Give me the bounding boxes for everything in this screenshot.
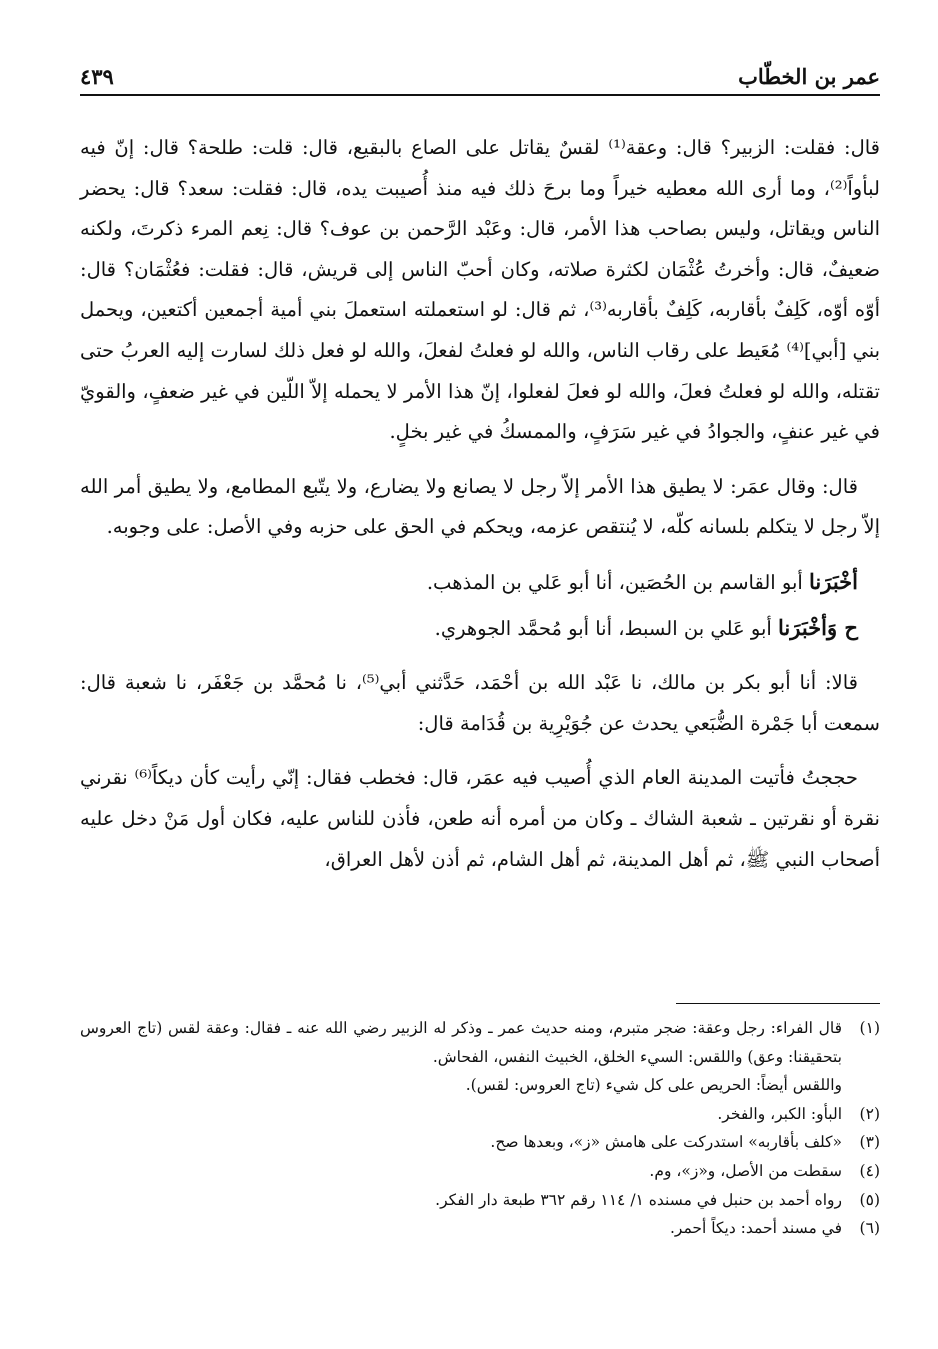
page-number: ٤٣٩ [80, 64, 114, 89]
isnad-text-2: أبو عَلي بن السبط، أنا أبو مُحمَّد الجوهري. [434, 616, 778, 640]
footnote-text: البأو: الكبر، والفخر. [717, 1104, 842, 1123]
footnote [80, 1128, 880, 1157]
footnote [80, 1214, 880, 1243]
page-header [80, 60, 880, 96]
paragraph-1: قال: فقلت: الزبير؟ قال: وعقة⁽¹⁾ لقسٌ يقاتل على الصاع بالبقيع، قال: قلت: طلحة؟ قال: إنّ فيه لبأواً⁽²⁾، وما أرى الله معطيه خيراً وما برحَ ذلك فيه منذ أُصيبت يده، قال: فقلت: سعد؟ قال: يحضر الناس ويقاتل، وليس بصاحب هذا الأمر، قال: وعَبْد الرَّحمن بن عوف؟ قال: نِعم المرء ذكرتَ، ولكنه ضعيفٌ، قال: وأخرتُ عُثْمَان لكثرة صلاته، وكان أحبّ الناس إلى قريش، قال: فقلت: فعُثْمَان؟ قال: أوّه أوّه، كَلِفٌ بأقاربه، كَلِفٌ بأقاربه⁽³⁾، ثم قال: لو استعملته استعملَ بني أمية أجمعين أكتعين، ويحمل بني [أبي]⁽⁴⁾ مُعَيط على رقاب الناس، والله لو فعلتُ لفعلَ، والله لو فعل ذلك لسارت إليه العربُ حتى تقتله، والله لو فعلتُ فعلَ، والله لو فعلَ لفعلوا، إنّ هذا الأمر لا يحمله إلاّ اللّين في غير ضعفٍ، والقويّ في غير عنفٍ، والجوادُ في غير سَرَفٍ، والممسكُ في غير بخلٍ. [80, 136, 881, 444]
footnote-text: قال الفراء: رجل وعقة: ضجر متبرم، ومنه حديث عمر ـ وذكر له الزبير رضي الله عنه ـ فقال: وعقة لقس (تاج العروس بتحقيقنا: وعق) واللقس: السيء الخلق، الخبيث النفس، الفحاش. [80, 1019, 842, 1066]
footnote-text: سقطت من الأصل، و«ز»، وم. [649, 1161, 842, 1180]
footnote-text: في مسند أحمد: ديكاً أحمر. [669, 1219, 842, 1238]
footnote-number: (٢) [859, 1104, 880, 1123]
footnote [80, 1100, 880, 1129]
footnote-separator [676, 1003, 880, 1004]
footnote [80, 1014, 880, 1071]
paragraph-4: حججتُ فأتيت المدينة العام الذي أُصيب فيه عمَر، قال: فخطب فقال: إنّي رأيت كأن ديكاً⁽⁶⁾ نقرني نقرة أو نقرتين ـ شعبة الشاك ـ وكان من أمره أنه طعن، فأذن للناس عليه، فكان أول مَنْ دخل عليه أصحاب النبي ﷺ، ثم أهل المدينة، ثم أهل الشام، ثم أذن لأهل العراق، [80, 766, 880, 871]
footnote-text: «كلف بأقاربه» استدركت على هامش «ز»، وبعدها صح. [490, 1133, 842, 1152]
isnad-keyword-2: ح وَأخْبَرَنا [778, 614, 858, 640]
running-title: عمر بن الخطّاب [738, 64, 880, 89]
isnad-text-1: أبو القاسم بن الحُصَين، أنا أبو عَلي بن المذهب. [426, 570, 810, 594]
paragraph-2: قال: وقال عمَر: لا يطيق هذا الأمر إلاّ رجل لا يصانع ولا يضارع، ولا يتّبع المطامع، ولا يطيق أمر الله إلاّ رجل لا يتكلم بلسانه كلّه، لا يُنتقص عزمه، ويحكم في الحق على حزبه وفي الأصل: على وجوبه. [80, 474, 880, 539]
footnote-number: (٣) [859, 1133, 880, 1152]
footnotes [80, 1014, 880, 1243]
isnad-keyword-1: أخْبَرَنا [809, 568, 858, 594]
footnote-number: (٦) [859, 1219, 880, 1238]
isnad-line-2 [80, 608, 880, 650]
footnote-number: (١) [859, 1019, 880, 1037]
footnote-number [842, 1071, 880, 1100]
footnote-text: واللقس أيضاً: الحريص على كل شيء (تاج العروس: لقس). [465, 1076, 842, 1095]
footnote-text: رواه أحمد بن حنبل في مسنده ١/ ١١٤ رقم ٣٦٢ طبعة دار الفكر. [435, 1190, 842, 1209]
footnote [80, 1071, 880, 1100]
isnad-line-1 [80, 562, 880, 604]
footnote [80, 1157, 880, 1186]
main-text [80, 128, 880, 894]
footnote [80, 1186, 880, 1215]
footnote-number: (٤) [859, 1161, 880, 1180]
footnote-number: (٥) [859, 1190, 880, 1209]
paragraph-3: قالا: أنا أبو بكر بن مالك، نا عَبْد الله بن أحْمَد، حَدَّثني أبي⁽⁵⁾، نا مُحمَّد بن جَعْفَر، نا شعبة قال: سمعت أبا جَمْرة الضُّبَعي يحدث عن جُوَيْرِية بن قُدَامة قال: [80, 671, 880, 735]
